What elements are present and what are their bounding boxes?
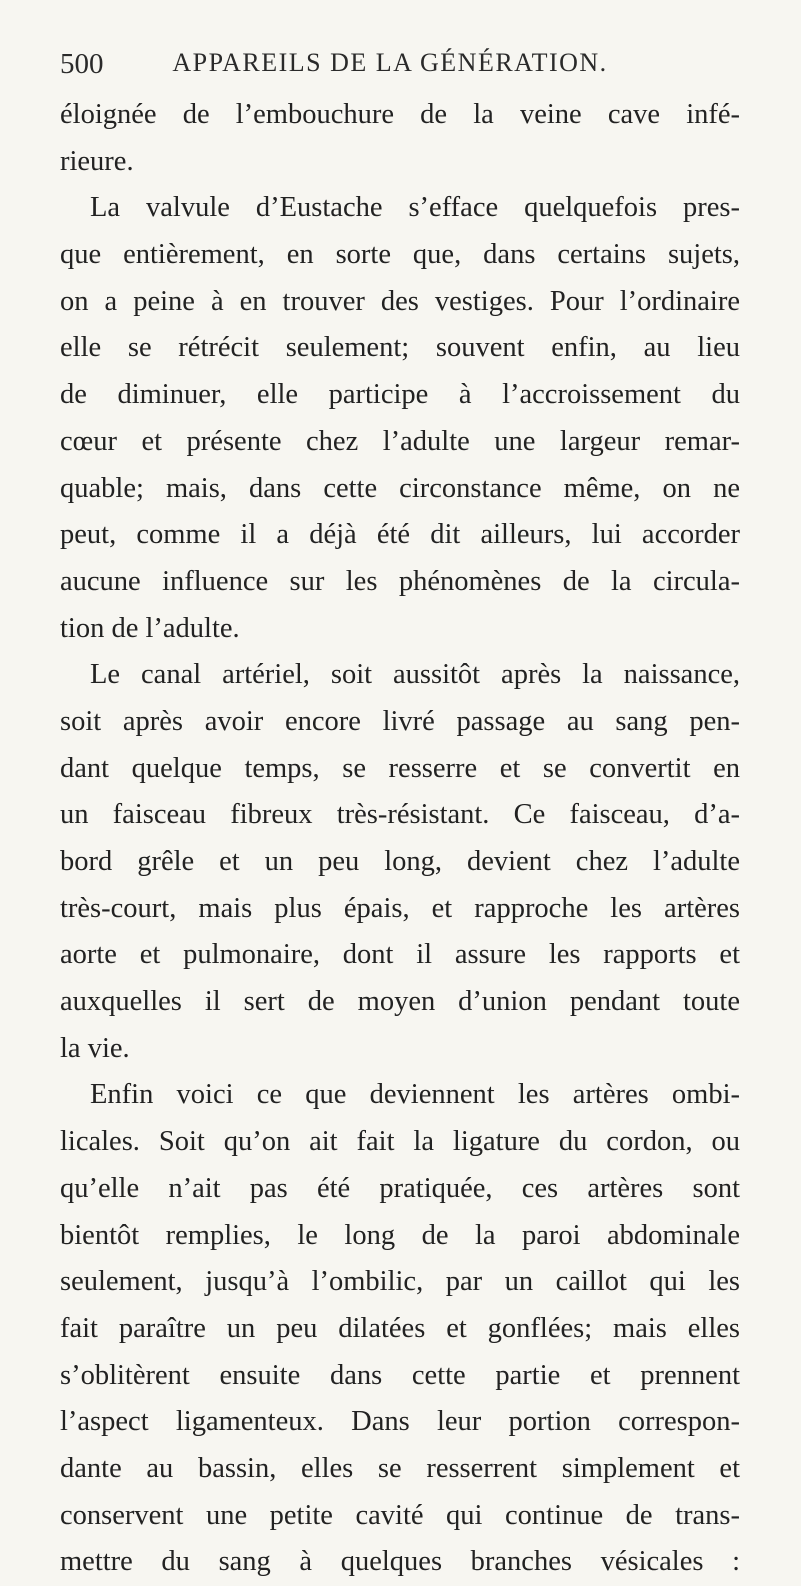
text-line: la vie. [60,1032,130,1064]
running-head: APPAREILS DE LA GÉNÉRATION. [172,48,608,77]
text-line: tion de l’adulte. [60,612,240,644]
text-line: on a peine à en trouver des vestiges. Pour l’ordinaire [60,285,740,317]
text-line: soit après avoir encore livré passage au sang pen- [60,705,740,737]
text-line: La valvule d’Eustache s’efface quelquefois pres- [90,192,740,224]
text-line: dant quelque temps, se resserre et se convertit en [60,752,740,784]
text-line: Le canal artériel, soit aussitôt après la naissance, [90,659,740,691]
text-line: dante au bassin, elles se resserrent simplement et [60,1452,740,1484]
text-line: s’oblitèrent ensuite dans cette partie et prennent [60,1359,740,1391]
text-line: éloignée de l’embouchure de la veine cave infé- [60,99,740,130]
text-line: qu’elle n’ait pas été pratiquée, ces artères sont [60,1172,740,1204]
text-line: l’aspect ligamenteux. Dans leur portion correspon- [60,1406,740,1438]
text-line: de diminuer, elle participe à l’accroissement du [60,379,740,411]
text-line: aucune influence sur les phénomènes de la circula- [60,565,740,597]
text-line: bord grêle et un peu long, devient chez l’adulte [60,846,740,877]
page-number: 500 [60,48,104,80]
text-line: quable; mais, dans cette circonstance même, on ne [60,472,740,504]
text-line: conservent une petite cavité qui continue de trans- [60,1499,740,1531]
text-line: rieure. [60,145,134,177]
text-line: seulement, jusqu’à l’ombilic, par un caillot qui les [60,1266,740,1298]
body-text [60,92,740,1586]
text-line: bientôt remplies, le long de la paroi abdominale [60,1219,740,1251]
text-line: un faisceau fibreux très-résistant. Ce faisceau, d’a- [60,799,740,831]
text-line: aorte et pulmonaire, dont il assure les rapports et [60,939,740,971]
text-line: très-court, mais plus épais, et rapproche les artères [60,892,740,924]
text-line: mettre du sang à quelques branches vésicales : [60,1546,740,1578]
text-line: auxquelles il sert de moyen d’union pendant toute [60,986,740,1018]
text-line: cœur et présente chez l’adulte une largeur remar- [60,425,740,457]
text-line: peut, comme il a déjà été dit ailleurs, lui accorder [60,519,740,551]
page-header [60,48,720,88]
text-line: licales. Soit qu’on ait fait la ligature du cordon, ou [60,1126,740,1158]
text-line: que entièrement, en sorte que, dans certains sujets, [60,239,740,271]
text-line: elle se rétrécit seulement; souvent enfin, au lieu [60,332,740,364]
text-line: fait paraître un peu dilatées et gonflées; mais elles [60,1312,740,1344]
text-line: Enfin voici ce que deviennent les artères ombi- [90,1079,740,1111]
